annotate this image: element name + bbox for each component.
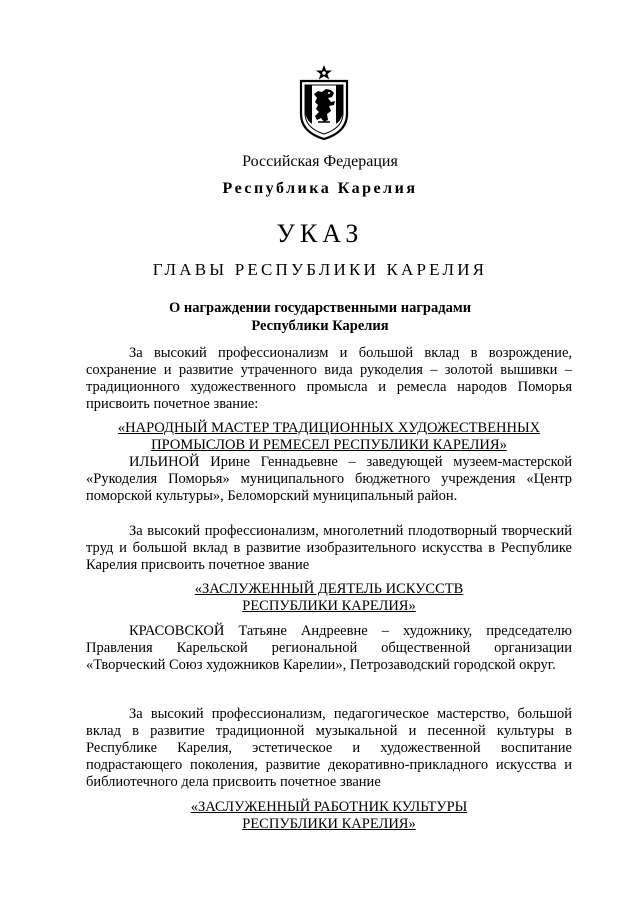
award-title-2-line-1: «ЗАСЛУЖЕННЫЙ ДЕЯТЕЛЬ ИСКУССТВ	[194, 581, 464, 597]
award-title-1-line-2: ПРОМЫСЛОВ И РЕМЕСЕЛ РЕСПУБЛИКИ КАРЕЛИЯ»	[151, 437, 507, 453]
award-title-3	[86, 799, 572, 833]
award-title-2-line-2: РЕСПУБЛИКИ КАРЕЛИЯ»	[242, 598, 416, 614]
karelia-coat-of-arms-icon	[298, 64, 350, 140]
award-title-3-line-2: РЕСПУБЛИКИ КАРЕЛИЯ»	[242, 816, 416, 832]
award-reason-2: За высокий профессионализм, многолетний плодотворный творческий труд и большой вклад в развитие изобразительного искусства в Республике Карелия присвоить почетное звание	[86, 523, 572, 573]
federation-name: Российская Федерация	[242, 153, 398, 170]
subject-line-2: Республики Карелия	[251, 318, 389, 334]
award-reason-3: За высокий профессионализм, педагогическое мастерство, большой вклад в развитие традиционной музыкальной и песенной культуры в Республике Карелия, эстетическое и художественной воспитание подрастающего поколения, развитие декоративно-прикладного искусства и библиотечного дела присвоить почетное звание	[86, 706, 572, 790]
subject-line-1: О награждении государственными наградами	[168, 300, 472, 316]
republic-name: Республика Карелия	[222, 180, 418, 197]
document-type: УКАЗ	[276, 219, 364, 248]
issuer-title: ГЛАВЫ РЕСПУБЛИКИ КАРЕЛИЯ	[152, 260, 488, 279]
award-reason-1: За высокий профессионализм и большой вклад в возрождение, сохранение и развитие утраченного вида рукоделия – золотой вышивки – традиционного художественного промысла и ремесла народов Поморья присвоить почетное звание:	[86, 345, 572, 412]
award-recipient-1: ИЛЬИНОЙ Ирине Геннадьевне – заведующей музеем-мастерской «Рукоделия Поморья» муниципального бюджетного учреждения «Центр поморской культуры», Беломорский муниципальный район.	[86, 454, 572, 504]
award-title-2	[86, 581, 572, 615]
award-title-1-line-1: «НАРОДНЫЙ МАСТЕР ТРАДИЦИОННЫХ ХУДОЖЕСТВЕННЫХ	[117, 420, 541, 436]
award-title-3-line-1: «ЗАСЛУЖЕННЫЙ РАБОТНИК КУЛЬТУРЫ	[190, 799, 468, 815]
decree-subject	[0, 299, 640, 335]
award-title-1	[86, 420, 572, 454]
award-recipient-2: КРАСОВСКОЙ Татьяне Андреевне – художнику, председателю Правления Карельской региональной общественной организации «Творческий Союз художников Карелии», Петрозаводский городской округ.	[86, 623, 572, 673]
